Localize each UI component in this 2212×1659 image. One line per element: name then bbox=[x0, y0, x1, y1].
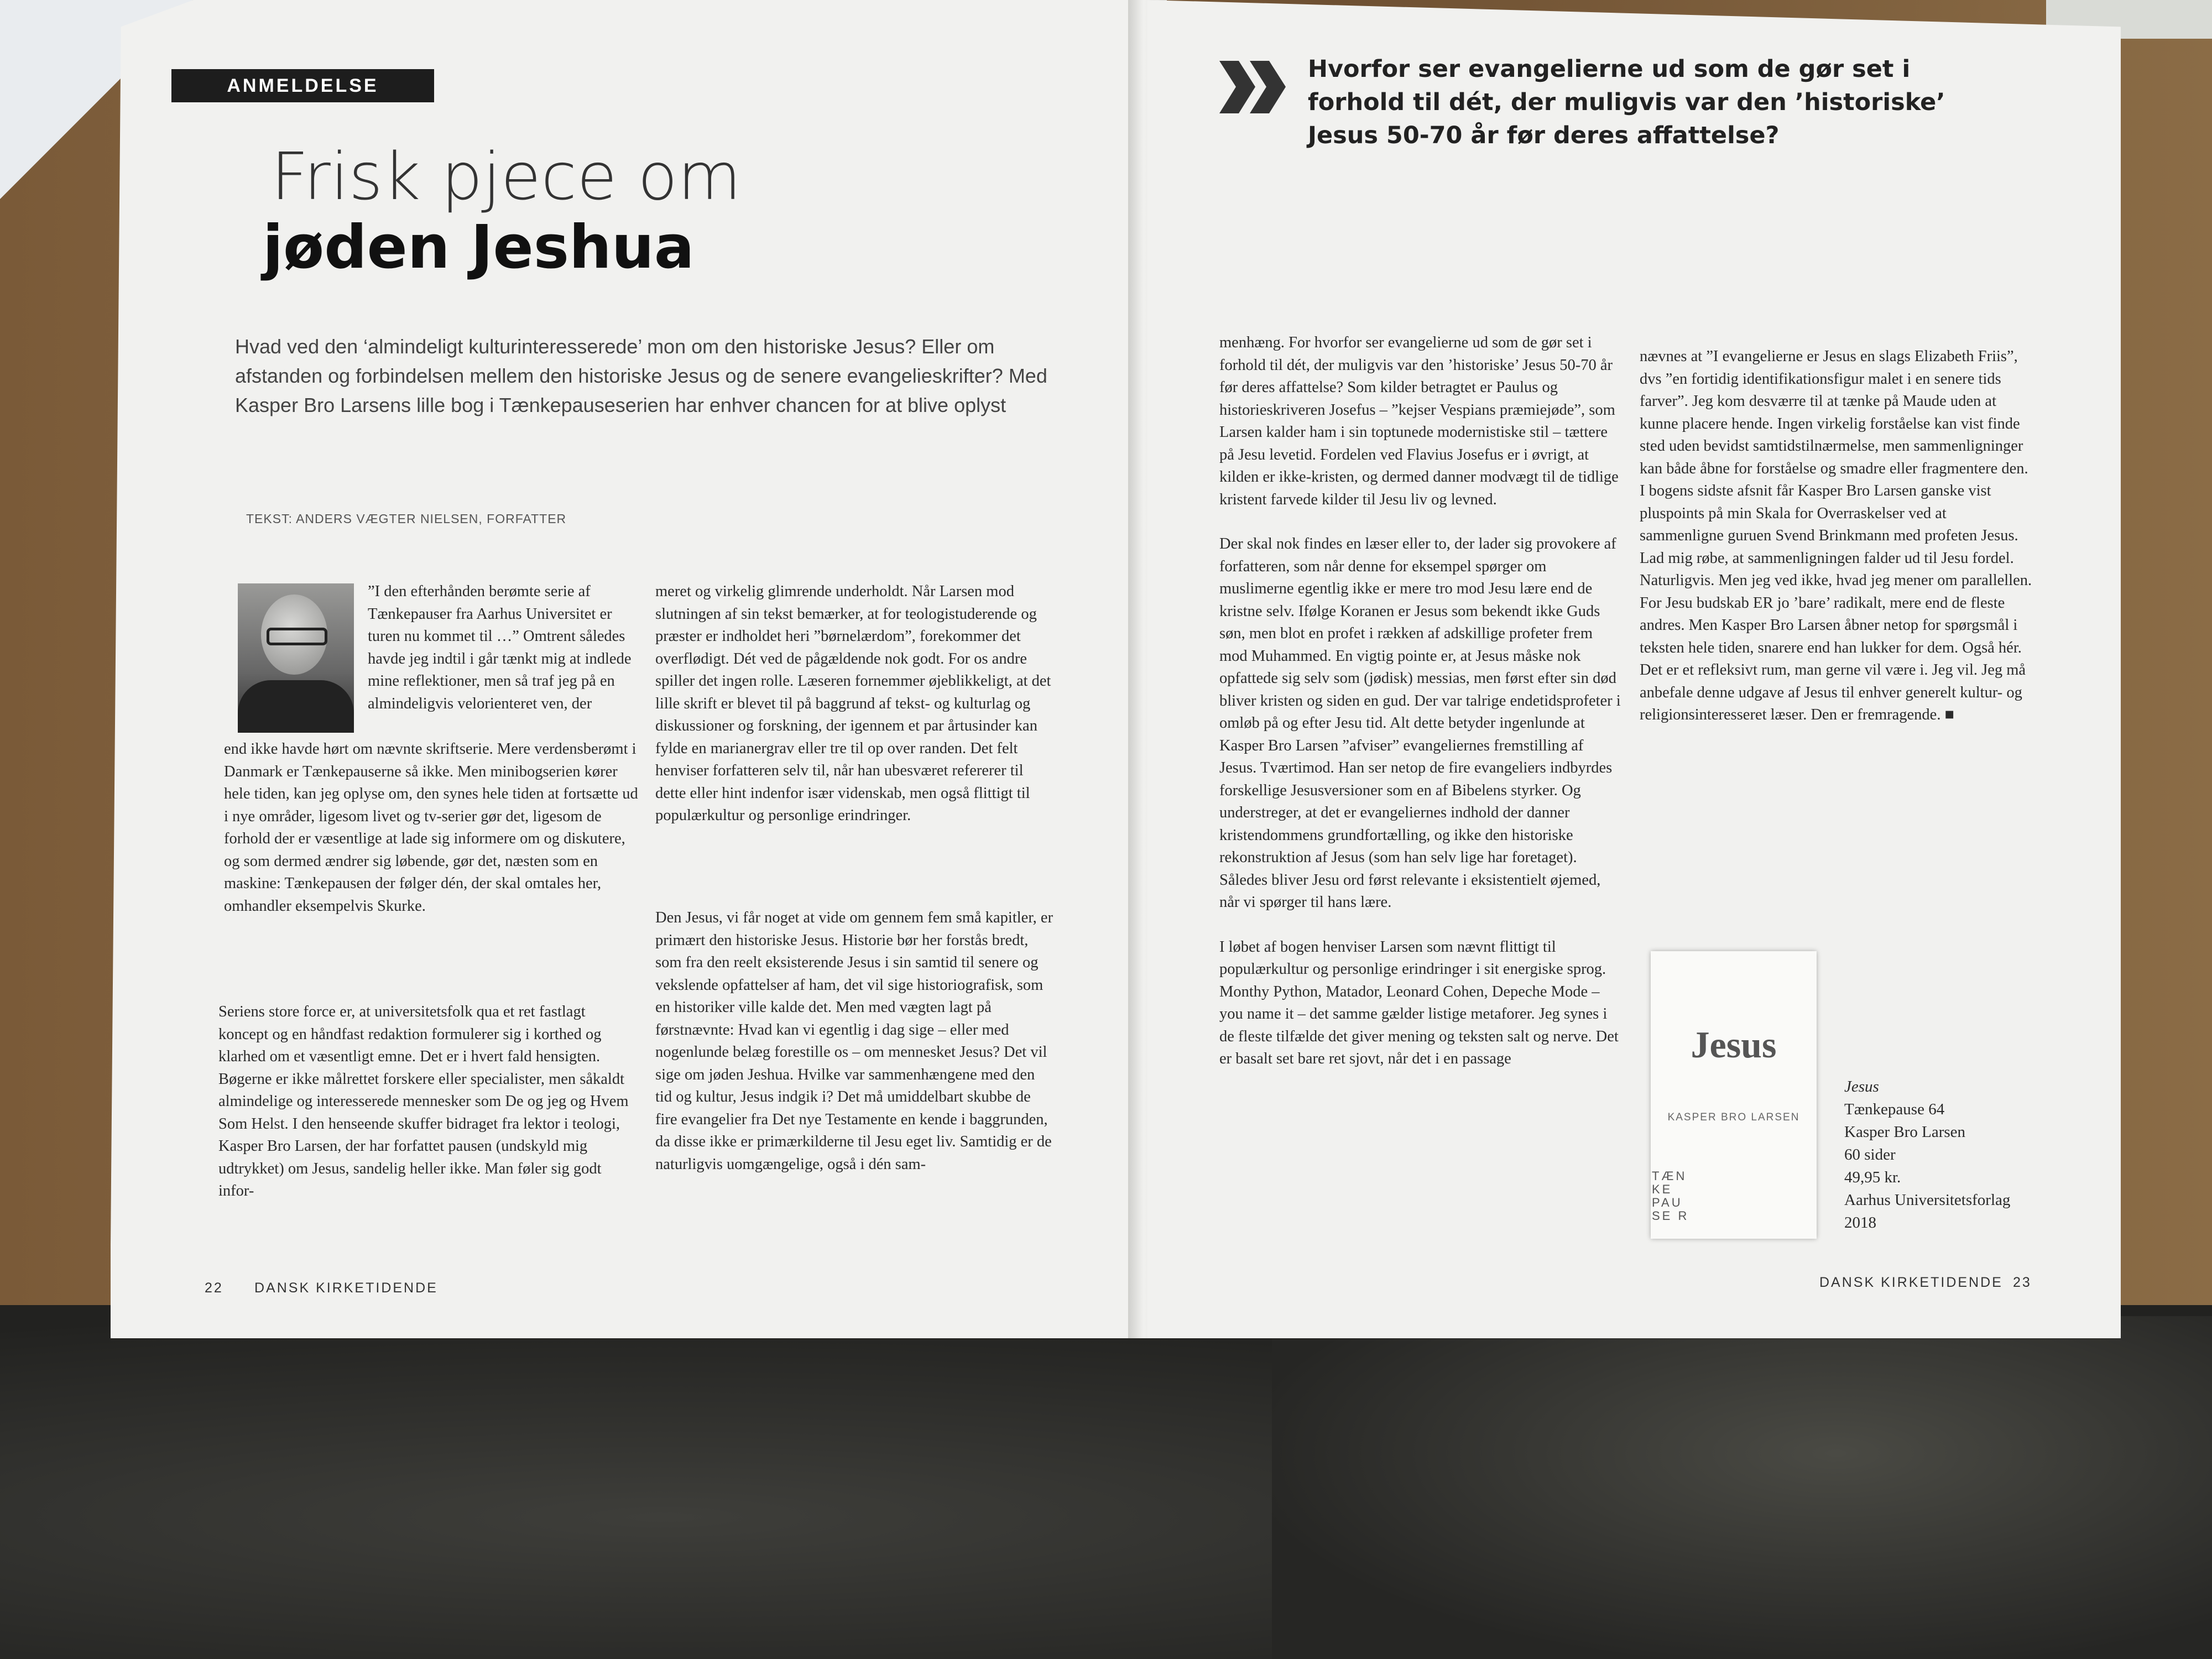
author-photo-glasses bbox=[267, 628, 327, 645]
article-title-line1: Frisk pjece om bbox=[271, 138, 742, 215]
column-2 bbox=[655, 581, 1053, 849]
paragraph: Seriens store force er, at universitetsfolk qua et ret fastlagt koncept og en håndfast redaktion formulerer sig i korthed og klarhed om et væsentligt emne. Det er i hvert fald hensigten. Bøgerne er ikke målrettet forskere eller specialister, men såkaldt almindelige og interesserede mennesker som De og jeg og Hvem Som Helst. I den henseende skuffer bidraget fra lektor i teologi, Kasper Bro Larsen, der har forfattet pausen (undskyld mig udtrykket) om Jesus, sandelig heller ikke. Man føler sig godt infor- bbox=[218, 1003, 629, 1199]
section-label: ANMELDELSE bbox=[171, 69, 434, 102]
footer-right: DANSK KIRKETIDENDE bbox=[1819, 1275, 2003, 1290]
column-1-top bbox=[368, 581, 639, 737]
paragraph: end ikke havde hørt om nævnte skriftserie. Mere verdensberømt i Danmark er Tænkepauserne så ikke. Men minibogserien kører hele tiden, kan jeg oplyse om, den synes hele tiden at fortsætte ud i nye områder, ligesom livet og tv-serier gør det, ligesom de forhold der er væsentlige at lade sig informere om og diskutere, og som dermed ændrer sig løbende, gør det, næsten som en maskine: Tænkepausen der følger dén, der skal omtales her, omhandler eksempelvis Skurke. bbox=[224, 740, 638, 915]
book-cover bbox=[1651, 951, 1817, 1239]
book-info bbox=[1844, 1076, 2010, 1234]
footer-left: DANSK KIRKETIDENDE bbox=[254, 1280, 438, 1296]
column-4 bbox=[1640, 346, 2032, 749]
byline: TEKST: ANDERS VÆGTER NIELSEN, FORFATTER bbox=[246, 512, 567, 526]
book-info-title: Jesus bbox=[1844, 1078, 1879, 1095]
page-number-right: 23 bbox=[2013, 1275, 2032, 1290]
column-1-middle bbox=[224, 738, 639, 940]
book-cover-author: KASPER BRO LARSEN bbox=[1667, 1112, 1800, 1123]
paragraph: I løbet af bogen henviser Larsen som nævnt flittigt til populærkultur og personlige erindringer i sit energiske sprog. Monthy Python, Matador, Leonard Cohen, Depeche Mode – you name it – det samme gælder listige metaforer. Jeg synes i de fleste tilfælde det giver mening og teksten salt og nerve. Det er basalt set bare ret sjovt, når det i en passage bbox=[1219, 938, 1619, 1067]
paragraph: meret og virkelig glimrende underholdt. Når Larsen mod slutningen af sin tekst bemærker, at for teologistuderende og præster er indholdet heri ”børnelærdom”, forekommer det overflødigt. Dét ved de pågældende nok godt. For os andre spiller det ingen rolle. Læseren fornemmer øjeblikkeligt, at det lille skrift er blevet til på baggrund af tekst- og kulturlag og diskussioner og forskning, der igennem et par årtusinder kan fylde en marianergrav eller tre til op over randen. Det felt henviser forfatteren selv til, når han ubesværet refererer til dette eller hint indenfor især videnskab, men også flittigt til populærkultur og personlige erindringer. bbox=[655, 583, 1051, 824]
column-1-bottom bbox=[218, 1001, 639, 1225]
article-lead: Hvad ved den ‘almindeligt kulturinteresserede’ mon om den historiske Jesus? Eller om afstanden og forbindelsen mellem den historiske Jesus og de senere evangelieskrifter? Med Kasper Bro Larsens lille bog i Tænkepauseserien har enhver chancen for at blive oplyst bbox=[235, 335, 1047, 416]
pull-quote: Hvorfor ser evangelierne ud som de gør set i forhold til dét, der muligvis var den ’historiske’ Jesus 50-70 år før deres affattelse? bbox=[1308, 55, 1945, 149]
book-cover-logo: TÆN KE PAU SE R bbox=[1652, 1169, 1689, 1223]
book-info-pages: 60 sider bbox=[1844, 1146, 1896, 1164]
paragraph: Den Jesus, vi får noget at vide om gennem fem små kapitler, er primært den historiske Jesus. Historie bør her forstås bredt, som fra den reelt eksisterende Jesus i sin samtid til senere og vekslende opfattelser af ham, det vil sige historiografisk, som en historiker ville kalde det. Men med vægten lagt på førstnævnte: Hvad kan vi egentlig i dag sige – eller med nogenlunde belæg forestille os – om mennesket Jesus? Det vil sige om jøden Jeshua. Hvilke var sammenhængene med den tid og kultur, Jesus indgik i? Det må umiddelbart skubbe de fire evangelier fra Det nye Testamente en kende i baggrunden, da disse ikke er primærkilderne til Jesu eget liv. Samtidig er de naturligvis uomgængelige, også i dén sam- bbox=[655, 909, 1053, 1173]
column-2-lower bbox=[655, 907, 1053, 1198]
author-photo bbox=[238, 583, 354, 733]
author-photo-body bbox=[238, 680, 354, 733]
book-info-author: Kasper Bro Larsen bbox=[1844, 1123, 1966, 1141]
paragraph: menhæng. For hvorfor ser evangelierne ud som de gør set i forhold til dét, der muligvis var den ’historiske’ Jesus 50-70 år før deres affattelse? Som kilder betragtet er Paulus og historieskriveren Josefus – ”kejser Vespians præmiejøde”, som Larsen kalder ham i sin toptunede modernistiske stil – tættere på Jesu levetid. Fordelen ved Flavius Josefus er i øvrigt, at kilden er ikke-kristen, og dermed danner modvægt til de tidlige kristent farvede kilder til Jesu liv og levned. bbox=[1219, 334, 1619, 508]
book-info-publisher: Aarhus Universitetsforlag bbox=[1844, 1191, 2011, 1209]
paragraph: ”I den efterhånden berømte serie af Tænkepauser fra Aarhus Universitet er turen nu kommet til …” Omtrent således havde jeg indtil i går tænkt mig at indlede mine reflektioner, men så traf jeg på en almindeligvis velorienteret ven, der bbox=[368, 583, 632, 712]
page-number-left: 22 bbox=[205, 1280, 223, 1296]
article-title-line2: jøden Jeshua bbox=[263, 213, 695, 282]
lap-background-right bbox=[1272, 1316, 2212, 1659]
double-chevron-icon bbox=[1219, 61, 1291, 113]
column-3 bbox=[1219, 332, 1623, 1093]
book-info-price: 49,95 kr. bbox=[1844, 1168, 1901, 1186]
paragraph: Der skal nok findes en læser eller to, der lader sig provokere af forfatteren, som når denne for eksempel spørger om muslimerne egentlig ikke er mere tro mod Jesu lære end de kristne selv. Ifølge Koranen er Jesus som bekendt ikke Guds søn, men blot en profet i rækken af adskillige profeter frem mod Muhammed. En vigtig pointe er, at Jesus måske nok opfattede sig selv som (jødisk) messias, men først efter sin død bliver kristen og siden en gud. Der var talrige endetidsprofeter i omløb på og efter Jesu tid. Alt dette betyder ingenlunde at Kasper Bro Larsen ”afviser” evangeliernes fremstilling af Jesus. Tværtimod. Han ser netop de fire evangeliers indbyrdes forskellige Jesusversioner som en af Bibelens styrker. Og understreger, at det er evangeliernes indhold der danner kristendommens grundfortælling, og ikke den historiske rekonstruktion af Jesus (som han selv lige har foretaget). Således bliver Jesu ord først relevante i eksistentielt øjemed, når vi spørger til hans lære. bbox=[1219, 535, 1621, 911]
book-info-year: 2018 bbox=[1844, 1214, 1876, 1232]
paragraph: nævnes at ”I evangelierne er Jesus en slags Elizabeth Friis”, dvs ”en fortidig identifikationsfigur malet i en senere tids farver”. Jeg kom desværre til at tænke på Maude uden at kunne placere hende. Ingen virkelig forståelse kan vist finde sted uden bevidst samtidstilnærmelse, men sammenligninger kan både åbne for forståelse og smadre eller fragmentere den. I bogens sidste afsnit får Kasper Bro Larsen ganske vist pluspoints på min Skala for Overraskelser ved at sammenligne guruen Svend Brinkmann med profeten Jesus. Lad mig røbe, at sammenligningen falder ud til Jesu fordel. Naturligvis. Men jeg ved ikke, hvad jeg mener om parallellen. For Jesu budskab ER jo ’bare’ radikalt, mere end de fleste andres. Men Kasper Bro Larsen åbner netop for spørgsmål i teksten hele tiden, snarere end han lukker for dem. Også hér. Det er et refleksivt rum, man gerne vil være i. Jeg vil. Jeg må anbefale denne udgave af Jesus til enhver generelt kultur- og religionsinteresseret læser. Den er fremragende. ■ bbox=[1640, 348, 2032, 723]
book-cover-title: Jesus bbox=[1691, 1024, 1777, 1066]
book-info-series: Tænkepause 64 bbox=[1844, 1100, 1945, 1118]
